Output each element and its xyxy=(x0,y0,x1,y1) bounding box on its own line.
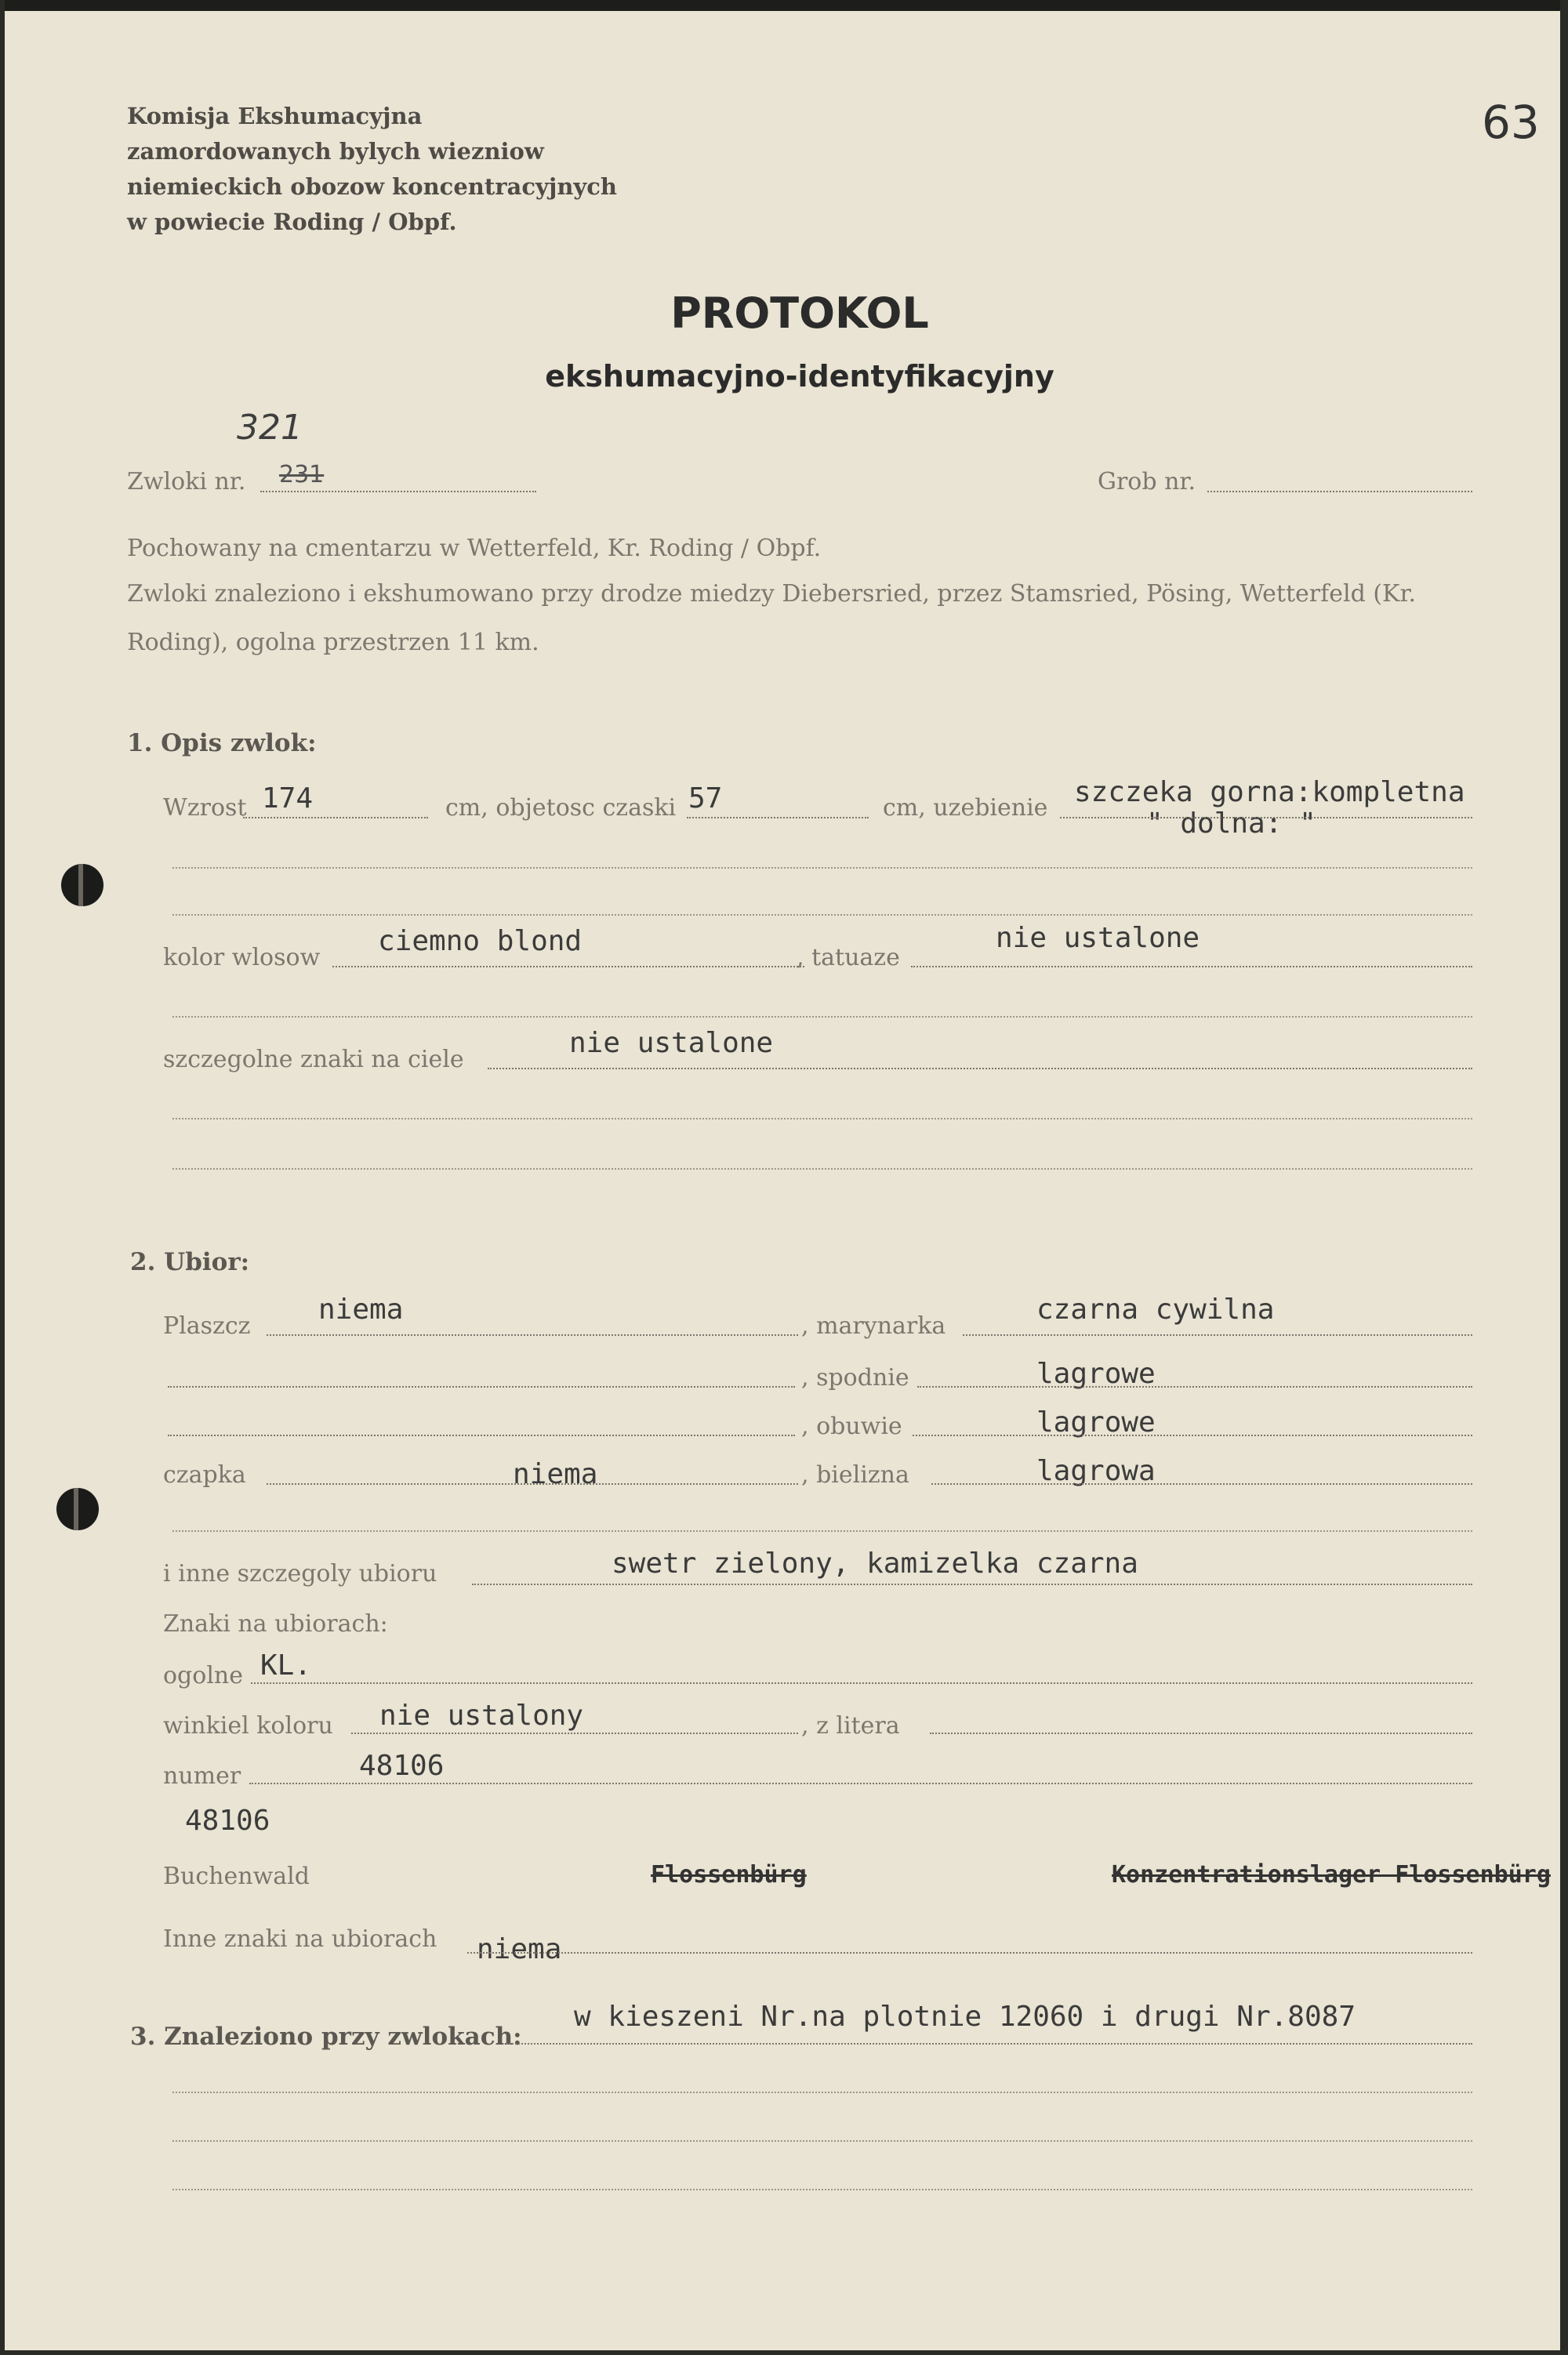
tattoo-value: nie ustalone xyxy=(996,922,1200,954)
triangle-color-label: winkiel koloru xyxy=(163,1712,333,1740)
teeth-value-upper: szczeka gorna:kompletna xyxy=(1074,776,1465,808)
punch-hole-upper xyxy=(61,864,103,906)
blank-line xyxy=(172,2092,1472,2093)
section-2-heading: 2. Ubior: xyxy=(130,1248,250,1276)
number-value: 48106 xyxy=(359,1750,445,1782)
number-line xyxy=(249,1783,1472,1784)
header-line-2: zamordowanych bylych wiezniow xyxy=(127,138,544,165)
hair-color-line xyxy=(332,966,804,967)
shoes-label: , obuwie xyxy=(801,1413,902,1440)
hair-color-label: kolor wlosow xyxy=(163,944,321,971)
blank-line xyxy=(172,1016,1472,1018)
number-label: numer xyxy=(163,1762,241,1790)
burial-place: Pochowany na cmentarzu w Wetterfeld, Kr. Roding / Obpf. xyxy=(127,535,822,562)
section-1-heading: 1. Opis zwlok: xyxy=(127,729,317,757)
header-line-4: w powiecie Roding / Obpf. xyxy=(127,209,457,235)
page-number: 63 xyxy=(1482,96,1540,149)
blank-line xyxy=(172,1168,1472,1170)
height-line xyxy=(243,817,428,818)
cap-label: czapka xyxy=(163,1461,246,1489)
skull-line xyxy=(687,817,869,818)
shoes-value: lagrowe xyxy=(1036,1406,1156,1439)
jacket-label: , marynarka xyxy=(801,1312,946,1340)
header-line-3: niemieckich obozow koncentracyjnych xyxy=(127,173,618,200)
teeth-line xyxy=(1060,817,1472,818)
general-marks-label: ogolne xyxy=(163,1662,243,1689)
other-marks-line xyxy=(467,1952,1472,1954)
scan-border-top xyxy=(0,0,1568,11)
blank-line xyxy=(168,1386,795,1388)
coat-value: niema xyxy=(318,1294,404,1326)
corpse-number-line xyxy=(260,491,536,492)
number-value-repeat: 48106 xyxy=(185,1805,270,1837)
found-location-line-2: Roding), ogolna przestrzen 11 km. xyxy=(127,629,539,656)
section-3-heading: 3. Znaleziono przy zwlokach: xyxy=(130,2023,522,2051)
blank-line xyxy=(172,867,1472,869)
grave-number-line xyxy=(1207,491,1472,492)
blank-line xyxy=(172,1118,1472,1119)
underwear-label: , bielizna xyxy=(801,1461,909,1489)
body-marks-line xyxy=(488,1068,1472,1069)
triangle-color-line xyxy=(351,1733,798,1734)
skull-value: 57 xyxy=(688,782,723,815)
corpse-number-handwritten: 321 xyxy=(237,408,303,448)
body-marks-label: szczegolne znaki na ciele xyxy=(163,1046,464,1073)
header-line-1: Komisja Ekshumacyjna xyxy=(127,103,423,129)
corpse-number-label: Zwloki nr. xyxy=(127,468,246,495)
general-marks-value: KL. xyxy=(260,1649,312,1682)
trousers-label: , spodnie xyxy=(801,1364,909,1392)
camp-label: Buchenwald xyxy=(163,1863,310,1890)
teeth-label: cm, uzebienie xyxy=(883,794,1048,822)
other-clothing-label: i inne szczegoly ubioru xyxy=(163,1560,437,1588)
letter-line xyxy=(930,1733,1472,1734)
found-items-value: w kieszeni Nr.na plotnie 12060 i drugi Nr.8087 xyxy=(574,2001,1356,2033)
scan-border-right xyxy=(1560,0,1568,2355)
letter-label: , z litera xyxy=(801,1712,900,1740)
jacket-value: czarna cywilna xyxy=(1036,1294,1275,1326)
height-value: 174 xyxy=(262,782,314,815)
triangle-color-value: nie ustalony xyxy=(379,1700,584,1732)
other-marks-label: Inne znaki na ubiorach xyxy=(163,1925,437,1953)
blank-line xyxy=(172,2140,1472,2142)
height-label: Wzrost xyxy=(163,794,247,822)
document-title: PROTOKOL xyxy=(670,288,929,338)
other-marks-value: niema xyxy=(477,1933,562,1965)
cap-line xyxy=(267,1483,798,1485)
struck-camp-full: Konzentrationslager Flossenbürg xyxy=(1112,1861,1551,1889)
underwear-line xyxy=(931,1483,1472,1485)
underwear-value: lagrowa xyxy=(1036,1455,1156,1487)
scan-border-bottom xyxy=(0,2350,1568,2355)
document-subtitle: ekshumacyjno-identyfikacyjny xyxy=(545,359,1054,394)
trousers-line xyxy=(917,1386,1472,1388)
blank-line xyxy=(172,2189,1472,2190)
scan-border-left xyxy=(0,0,5,2355)
coat-label: Plaszcz xyxy=(163,1312,251,1340)
grave-number-label: Grob nr. xyxy=(1098,468,1196,495)
blank-line xyxy=(168,1435,795,1436)
struck-camp-name: Flossenbürg xyxy=(651,1861,807,1889)
commission-header xyxy=(127,99,617,240)
blank-line xyxy=(172,914,1472,916)
punch-hole-lower xyxy=(56,1488,99,1530)
skull-label: cm, objetosc czaski xyxy=(445,794,677,822)
corpse-number-struck: 231 xyxy=(279,461,325,488)
jacket-line xyxy=(963,1334,1472,1336)
clothing-marks-heading: Znaki na ubiorach: xyxy=(163,1610,388,1638)
teeth-value-lower: " dolna: " xyxy=(1146,807,1316,840)
blank-line xyxy=(172,1530,1472,1532)
tattoo-label: , tatuaze xyxy=(797,944,900,971)
found-location-line-1: Zwloki znaleziono i ekshumowano przy drodze miedzy Diebersried, przez Stamsried, Pösing, Wetterfeld (Kr. xyxy=(127,580,1417,608)
other-clothing-line xyxy=(472,1584,1472,1585)
trousers-value: lagrowe xyxy=(1036,1358,1156,1390)
other-clothing-value: swetr zielony, kamizelka czarna xyxy=(612,1548,1138,1580)
coat-line xyxy=(267,1334,798,1336)
cap-value: niema xyxy=(513,1458,598,1490)
general-marks-line xyxy=(251,1682,1472,1684)
found-items-line xyxy=(506,2043,1472,2045)
shoes-line xyxy=(913,1435,1472,1436)
body-marks-value: nie ustalone xyxy=(569,1027,774,1059)
hair-color-value: ciemno blond xyxy=(378,925,583,957)
tattoo-line xyxy=(911,966,1472,967)
